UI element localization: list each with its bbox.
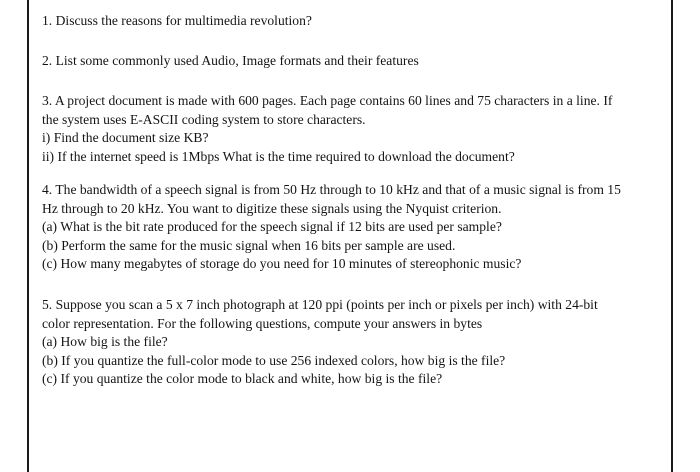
question-5-line-2: color representation. For the following questions, compute your answers in bytes	[42, 315, 483, 331]
question-3-line-2: the system uses E-ASCII coding system to store characters.	[42, 111, 366, 127]
question-1-line-1: 1. Discuss the reasons for multimedia revolution?	[42, 13, 312, 28]
question-4	[42, 181, 662, 274]
question-5-line-1: 5. Suppose you scan a 5 x 7 inch photograph at 120 ppi (points per inch or pixels per inch) with 24-bit	[42, 297, 598, 312]
question-3-part-ii: ii) If the internet speed is 1Mbps What is the time required to download the document?	[42, 148, 515, 164]
question-4-part-a: (a) What is the bit rate produced for the speech signal if 12 bits are used per sample?	[42, 219, 502, 234]
question-5-part-b: (b) If you quantize the full-color mode to use 256 indexed colors, how big is the file?	[42, 352, 506, 368]
question-4-part-c: (c) How many megabytes of storage do you need for 10 minutes of stereophonic music?	[42, 256, 522, 271]
question-3-line-1: 3. A project document is made with 600 pages. Each page contains 60 lines and 75 characters in a line. If	[42, 93, 613, 108]
question-4-line-1: 4. The bandwidth of a speech signal is from 50 Hz through to 10 kHz and that of a music signal is from 15	[42, 182, 621, 197]
question-3	[42, 92, 662, 166]
question-5-part-a: (a) How big is the file?	[42, 334, 168, 349]
question-1	[42, 12, 662, 31]
question-2	[42, 52, 662, 71]
question-4-part-b: (b) Perform the same for the music signal when 16 bits per sample are used.	[42, 237, 456, 253]
left-border-line	[27, 0, 29, 472]
question-5-part-c: (c) If you quantize the color mode to black and white, how big is the file?	[42, 371, 443, 386]
question-4-line-2: Hz through to 20 kHz. You want to digitize these signals using the Nyquist criterion.	[42, 200, 502, 216]
question-2-line-1: 2. List some commonly used Audio, Image formats and their features	[42, 53, 419, 68]
question-3-part-i: i) Find the document size KB?	[42, 130, 209, 145]
right-border-line	[671, 0, 673, 472]
question-5	[42, 296, 662, 389]
